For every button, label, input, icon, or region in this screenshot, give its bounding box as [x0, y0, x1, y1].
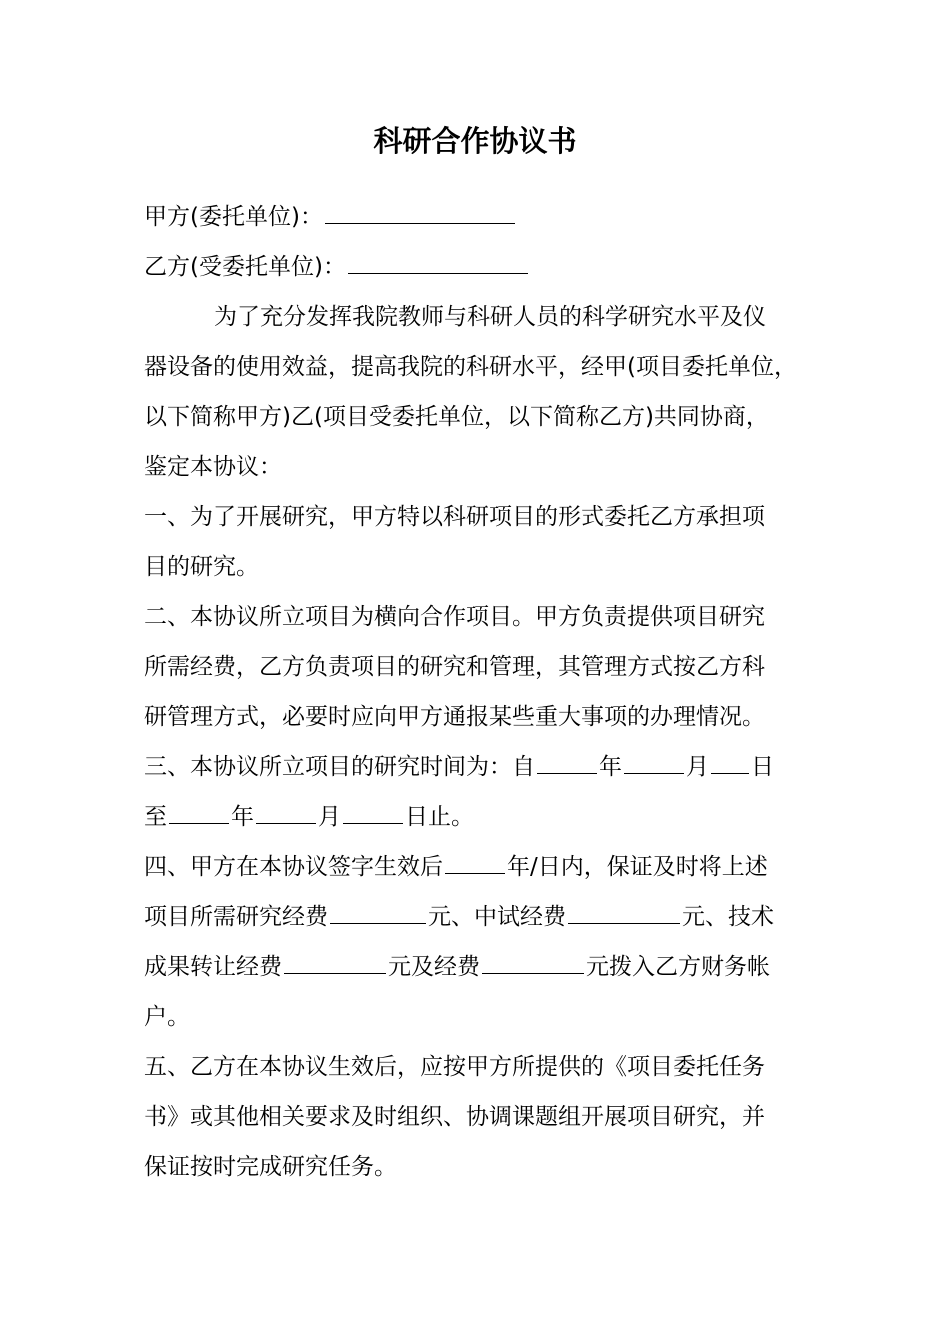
clause-4-line: 户。 — [144, 1004, 190, 1030]
preamble-line: 鉴定本协议： — [144, 454, 282, 480]
preamble-line: 器设备的使用效益，提高我院的科研水平，经甲(项目委托单位， — [144, 354, 797, 380]
party-b-line — [144, 242, 810, 292]
start-year-blank — [537, 772, 597, 774]
party-a-label: 甲方(委托单位)： — [144, 204, 323, 230]
other-fund-blank — [482, 972, 584, 974]
party-b-label: 乙方(受委托单位)： — [144, 254, 346, 280]
clause-2-line: 研管理方式，必要时应向甲方通报某些重大事项的办理情况。 — [144, 704, 765, 730]
end-month-blank — [256, 822, 316, 824]
day-label: 日 — [751, 754, 774, 780]
clause-4-text: 元拨入乙方财务帐 — [586, 954, 770, 980]
month-label: 月 — [318, 804, 341, 830]
clause-4-text: 成果转让经费 — [144, 954, 282, 980]
period-blank — [445, 872, 505, 874]
clause-1-line: 一、为了开展研究，甲方特以科研项目的形式委托乙方承担项 — [144, 504, 765, 530]
clause-4-line — [144, 842, 810, 892]
year-label: 年 — [231, 804, 254, 830]
pilot-fund-blank — [568, 922, 680, 924]
document-title: 科研合作协议书 — [373, 124, 577, 158]
to-label: 至 — [144, 804, 167, 830]
clause-4-line — [144, 942, 810, 992]
clause-2-line: 所需经费，乙方负责项目的研究和管理，其管理方式按乙方科 — [144, 654, 765, 680]
clause-3-prefix: 三、本协议所立项目的研究时间为：自 — [144, 754, 535, 780]
clause-4-text: 元、中试经费 — [428, 904, 566, 930]
end-day-blank — [343, 822, 403, 824]
party-a-line — [144, 192, 810, 242]
clause-3-line — [144, 792, 810, 842]
clause-5-line: 书》或其他相关要求及时组织、协调课题组开展项目研究，并 — [144, 1104, 765, 1130]
clause-5-line: 五、乙方在本协议生效后，应按甲方所提供的《项目委托任务 — [144, 1054, 765, 1080]
document-body — [144, 192, 810, 1192]
research-fund-blank — [330, 922, 426, 924]
clause-4-text: 元及经费 — [388, 954, 480, 980]
clause-1-line: 目的研究。 — [144, 554, 259, 580]
start-month-blank — [624, 772, 684, 774]
party-b-blank — [348, 272, 528, 274]
clause-5-line: 保证按时完成研究任务。 — [144, 1154, 397, 1180]
start-day-blank — [711, 772, 749, 774]
month-label: 月 — [686, 754, 709, 780]
party-a-blank — [325, 222, 515, 224]
year-label: 年 — [599, 754, 622, 780]
transfer-fund-blank — [284, 972, 386, 974]
preamble-line: 为了充分发挥我院教师与科研人员的科学研究水平及仪 — [214, 304, 766, 330]
end-year-blank — [169, 822, 229, 824]
clause-4-text: 四、甲方在本协议签字生效后 — [144, 854, 443, 880]
clause-4-text: 项目所需研究经费 — [144, 904, 328, 930]
clause-3-line — [144, 742, 810, 792]
clause-2-line: 二、本协议所立项目为横向合作项目。甲方负责提供项目研究 — [144, 604, 765, 630]
preamble-line: 以下简称甲方)乙(项目受委托单位，以下简称乙方)共同协商， — [144, 404, 769, 430]
clause-4-line — [144, 892, 810, 942]
clause-4-text: 元、技术 — [682, 904, 774, 930]
end-label: 日止。 — [405, 804, 474, 830]
clause-4-text: 年/日内，保证及时将上述 — [507, 854, 768, 880]
